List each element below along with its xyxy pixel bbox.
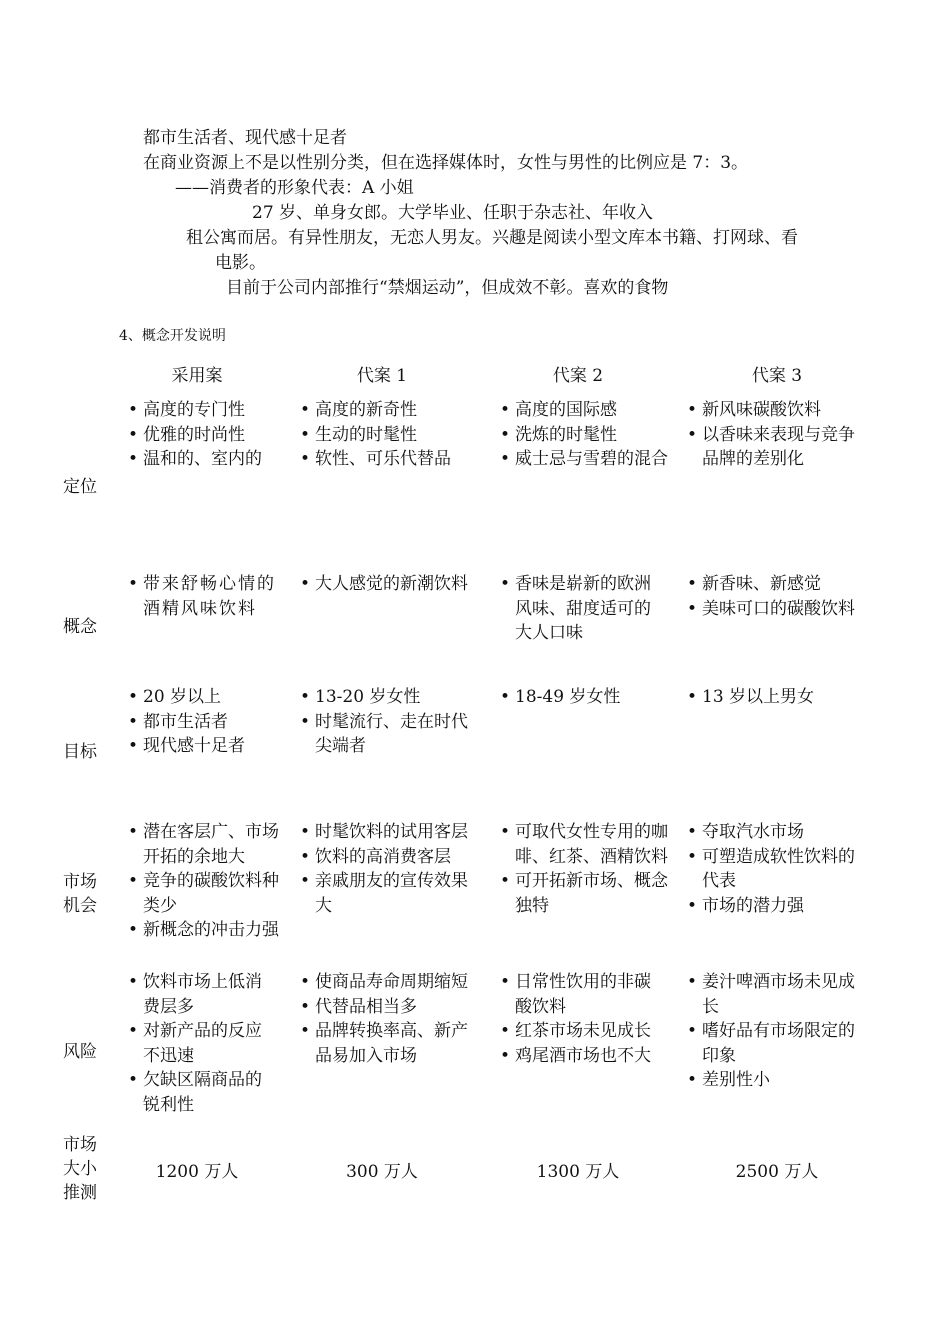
list-item: • 姜汁啤酒市场未见成长: [687, 970, 862, 1019]
list-item: • 可开拓新市场、概念独特: [500, 869, 670, 918]
list-item: • 生动的时髦性: [300, 423, 480, 448]
list-item: • 香味是崭新的欧洲风味、甜度适可的大人口味: [500, 572, 665, 646]
column-header-alt-1: 代案 1: [356, 366, 408, 386]
list-item: • 时髦饮料的试用客层: [300, 820, 475, 845]
list-item: • 13 岁以上男女: [687, 685, 862, 710]
list-item: • 高度的新奇性: [300, 398, 480, 423]
list-item: • 18-49 岁女性: [500, 685, 670, 710]
opportunity-cell-adopted: [128, 820, 283, 943]
list-item: • 红茶市场未见成长: [500, 1019, 665, 1044]
column-header-alt-3: 代案 3: [751, 366, 803, 386]
positioning-cell-alt-1: [300, 398, 480, 472]
row-label-opportunity: 市场机会: [63, 872, 97, 916]
opportunity-cell-alt-1: [300, 820, 475, 918]
list-item: • 洗炼的时髦性: [500, 423, 670, 448]
target-cell-alt-2: [500, 685, 670, 710]
list-item: • 品牌转换率高、新产品易加入市场: [300, 1019, 475, 1068]
list-item: • 时髦流行、走在时代尖端者: [300, 710, 475, 759]
list-item: • 都市生活者: [128, 710, 288, 735]
concept-cell-adopted: [128, 572, 278, 621]
column-header-alt-2: 代案 2: [552, 366, 604, 386]
positioning-cell-alt-3: [687, 398, 862, 472]
list-item: • 可塑造成软性饮料的代表: [687, 845, 862, 894]
list-item: • 嗜好品有市场限定的印象: [687, 1019, 862, 1068]
list-item: • 现代感十足者: [128, 734, 288, 759]
list-item: • 以香味来表现与竞争品牌的差别化: [687, 423, 862, 472]
row-label-risk: 风险: [63, 1042, 97, 1062]
opportunity-cell-alt-2: [500, 820, 670, 918]
list-item: • 对新产品的反应不迅速: [128, 1019, 278, 1068]
list-item: • 带来舒畅心情的酒精风味饮料: [128, 572, 278, 621]
intro-line-7: 目前于公司内部推行“禁烟运动”，但成效不彰。喜欢的食物: [226, 278, 669, 298]
section-title: 4、概念开发说明: [119, 328, 226, 344]
intro-line-4: 27 岁、单身女郎。大学毕业、任职于杂志社、年收入: [252, 203, 654, 223]
list-item: • 使商品寿命周期缩短: [300, 970, 475, 995]
list-item: • 鸡尾酒市场也不大: [500, 1044, 665, 1069]
concept-cell-alt-1: [300, 572, 480, 597]
list-item: • 高度的国际感: [500, 398, 670, 423]
list-item: • 高度的专门性: [128, 398, 288, 423]
list-item: • 优雅的时尚性: [128, 423, 288, 448]
list-item: • 夺取汽水市场: [687, 820, 862, 845]
risk-cell-adopted: [128, 970, 278, 1117]
positioning-cell-alt-2: [500, 398, 670, 472]
list-item: • 潜在客层广、市场开拓的余地大: [128, 820, 283, 869]
intro-line-1: 都市生活者、现代感十足者: [143, 128, 347, 148]
list-item: • 市场的潜力强: [687, 894, 862, 919]
row-label-market-size: 市场大小推测: [63, 1135, 97, 1203]
list-item: • 大人感觉的新潮饮料: [300, 572, 480, 597]
row-label-concept: 概念: [63, 617, 97, 637]
intro-line-2: 在商业资源上不是以性别分类，但在选择媒体时，女性与男性的比例应是 7：3。: [143, 153, 749, 173]
list-item: • 新风味碳酸饮料: [687, 398, 862, 423]
column-header-adopted: 采用案: [171, 366, 223, 386]
intro-line-3: ——消费者的形象代表：A 小姐: [175, 178, 414, 198]
target-cell-alt-1: [300, 685, 475, 759]
list-item: • 差别性小: [687, 1068, 862, 1093]
market-size-alt-3: 2500 万人: [735, 1162, 819, 1182]
risk-cell-alt-2: [500, 970, 665, 1068]
list-item: • 饮料的高消费客层: [300, 845, 475, 870]
list-item: • 温和的、室内的: [128, 447, 288, 472]
target-cell-alt-3: [687, 685, 862, 710]
row-label-target: 目标: [63, 742, 97, 762]
concept-cell-alt-2: [500, 572, 665, 646]
list-item: • 代替品相当多: [300, 995, 475, 1020]
market-size-alt-1: 300 万人: [346, 1162, 418, 1182]
risk-cell-alt-3: [687, 970, 862, 1093]
market-size-alt-2: 1300 万人: [536, 1162, 620, 1182]
list-item: • 欠缺区隔商品的锐利性: [128, 1068, 278, 1117]
list-item: • 可取代女性专用的咖啡、红茶、酒精饮料: [500, 820, 670, 869]
list-item: • 20 岁以上: [128, 685, 288, 710]
list-item: • 软性、可乐代替品: [300, 447, 480, 472]
list-item: • 13-20 岁女性: [300, 685, 475, 710]
market-size-adopted: 1200 万人: [155, 1162, 239, 1182]
list-item: • 新概念的冲击力强: [128, 918, 283, 943]
list-item: • 竞争的碳酸饮料种类少: [128, 869, 283, 918]
list-item: • 亲戚朋友的宣传效果大: [300, 869, 475, 918]
risk-cell-alt-1: [300, 970, 475, 1068]
list-item: • 威士忌与雪碧的混合: [500, 447, 670, 472]
intro-line-5: 租公寓而居。有异性朋友，无恋人男友。兴趣是阅读小型文库本书籍、打网球、看: [186, 228, 798, 248]
list-item: • 美味可口的碳酸饮料: [687, 597, 887, 622]
positioning-cell-adopted: [128, 398, 288, 472]
opportunity-cell-alt-3: [687, 820, 862, 918]
row-label-positioning: 定位: [63, 477, 97, 497]
list-item: • 日常性饮用的非碳酸饮料: [500, 970, 665, 1019]
list-item: • 饮料市场上低消费层多: [128, 970, 278, 1019]
target-cell-adopted: [128, 685, 288, 759]
concept-cell-alt-3: [687, 572, 887, 621]
list-item: • 新香味、新感觉: [687, 572, 887, 597]
intro-line-6: 电影。: [215, 253, 266, 273]
